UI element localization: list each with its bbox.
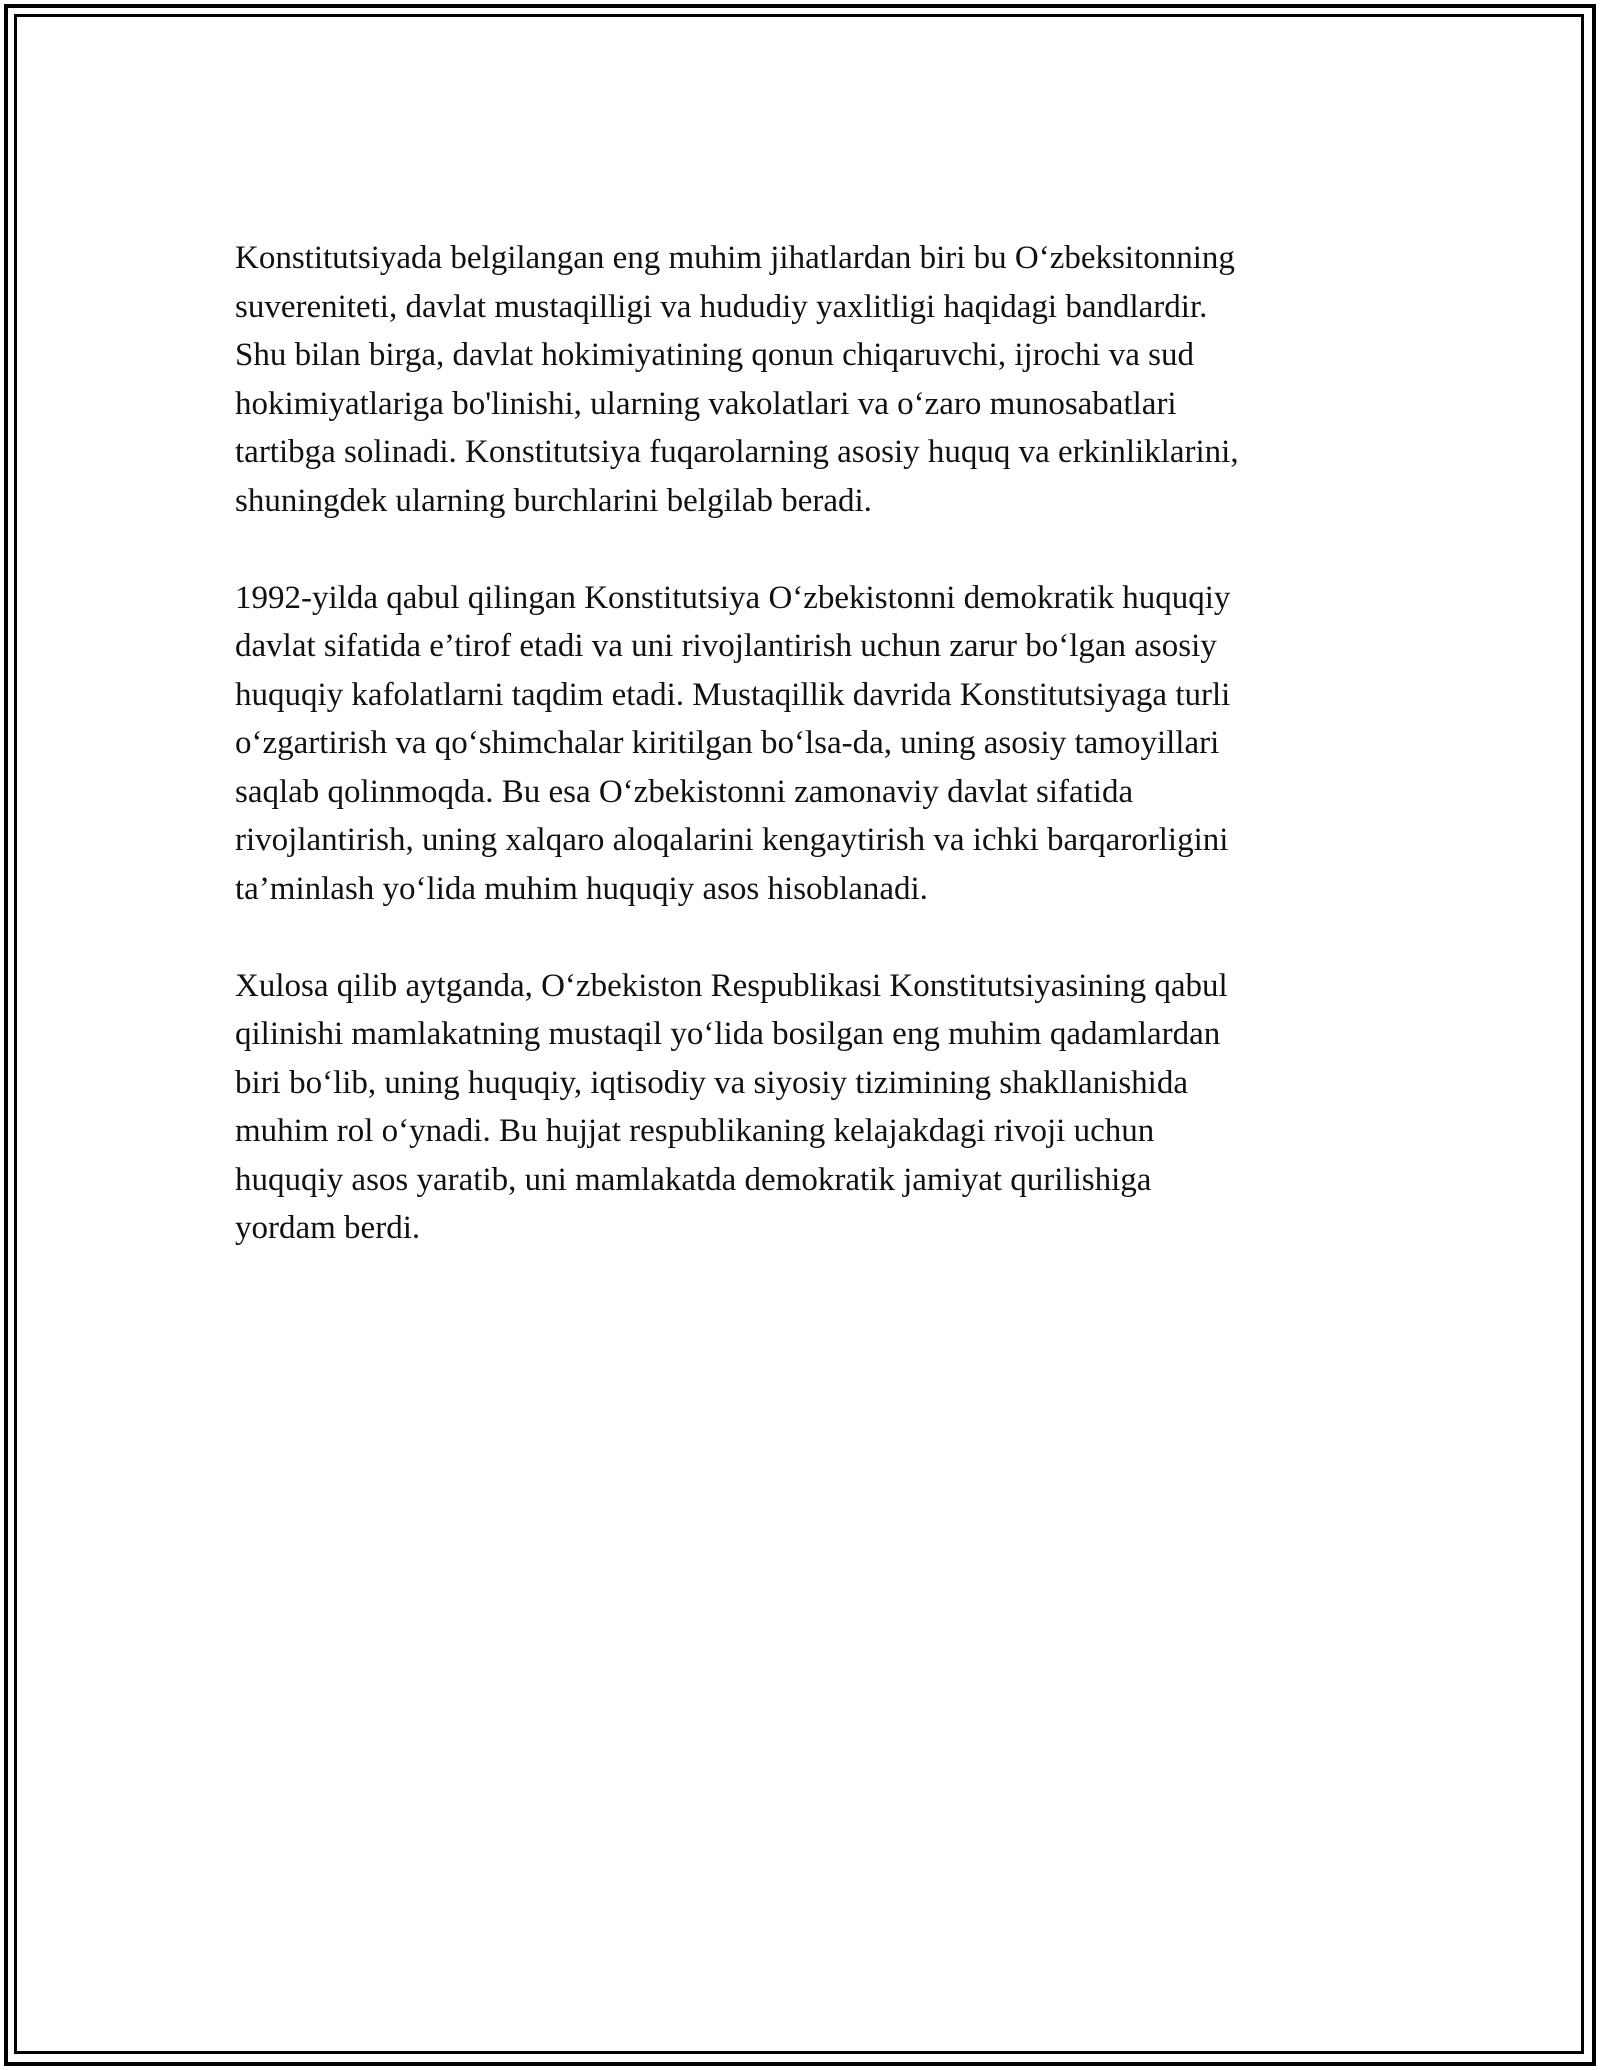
paragraph-1: Konstitutsiyada belgilangan eng muhim jihatlardan biri bu O‘zbeksitonning suvereniteti, davlat mustaqilligi va hududiy yaxlitligi haqidagi bandlardir. Shu bilan birga, davlat hokimiyatining qonun chiqaruvchi, ijrochi va sud hokimiyatlariga bo'linishi, ularning vakolatlari va o‘zaro munosabatlari tartibga solinadi. Konstitutsiya fuqarolarning asosiy huquq va erkinliklarini, shuningdek ularning burchlarini belgilab beradi. <box>235 240 1239 519</box>
document-body <box>235 234 1355 1301</box>
paragraph-2: 1992-yilda qabul qilingan Konstitutsiya O‘zbekistonni demokratik huquqiy davlat sifatida e’tirof etadi va uni rivojlantirish uchun zarur bo‘lgan asosiy huquqiy kafolatlarni taqdim etadi. Mustaqillik davrida Konstitutsiyaga turli o‘zgartirish va qo‘shimchalar kiritilgan bo‘lsa-da, uning asosiy tamoyillari saqlab qolinmoqda. Bu esa O‘zbekistonni zamonaviy davlat sifatida rivojlantirish, uning xalqaro aloqalarini kengaytirish va ichki barqarorligini ta’minlash yo‘lida muhim huquqiy asos hisoblanadi. <box>235 579 1231 907</box>
paragraph-3: Xulosa qilib aytganda, O‘zbekiston Respublikasi Konstitutsiyasining qabul qilinishi mamlakatning mustaqil yo‘lida bosilgan eng muhim qadamlardan biri bo‘lib, uning huquqiy, iqtisodiy va siyosiy tizimining shakllanishida muhim rol o‘ynadi. Bu hujjat respublikaning kelajakdagi rivoji uchun huquqiy asos yaratib, uni mamlakatda demokratik jamiyat qurilishiga yordam berdi. <box>235 967 1228 1246</box>
